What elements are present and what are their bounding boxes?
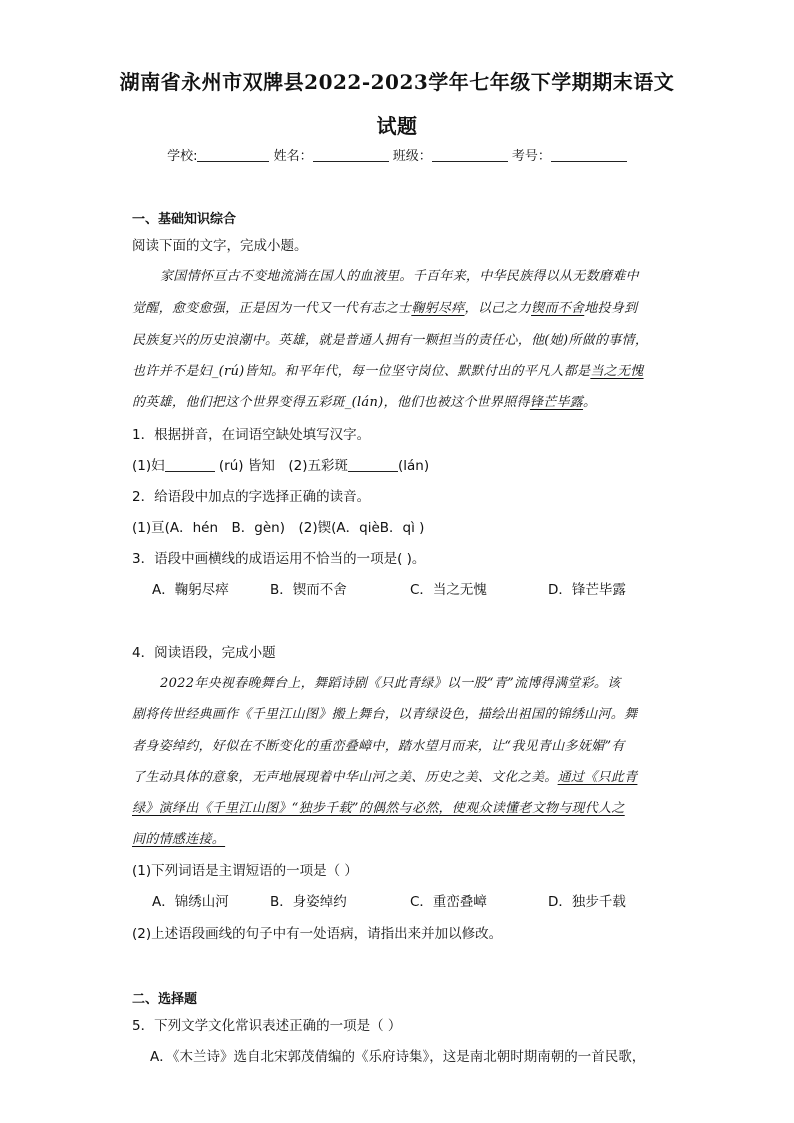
option-d[interactable]: D．独步千载 (548, 894, 626, 910)
question-4-1-options (152, 890, 626, 910)
question-4-1: (1)下列词语是主谓短语的一项是（ ） (132, 863, 358, 879)
question-5: 5．下列文学文化常识表述正确的一项是（ ） (132, 1018, 402, 1034)
question-4: 4．阅读语段，完成小题 (132, 645, 276, 661)
passage2-text: 了生动具体的意象，无声地展现着中华山河之美、历史之美、文化之美。 (132, 770, 558, 785)
school-label: 学校: (167, 149, 198, 164)
underlined-sentence: 通过《只此青 (557, 770, 638, 785)
section1-instruction: 阅读下面的文字，完成小题。 (132, 238, 308, 254)
option-c[interactable]: C．重峦叠嶂 (410, 894, 487, 910)
underlined-idiom: 锲而不舍 (531, 301, 585, 316)
passage1-line4 (132, 360, 644, 379)
student-info-row (0, 145, 794, 164)
option-b[interactable]: B．锲而不舍 (270, 582, 347, 598)
answer-blank-1[interactable] (165, 458, 215, 472)
id-field[interactable] (551, 147, 627, 162)
question-2-options: (1)亘(A．hén B．gèn) (2)锲(A．qièB．qì ) (132, 520, 425, 536)
passage2-line4 (132, 766, 637, 785)
underlined-idiom: 鞠躬尽瘁 (411, 301, 465, 316)
underlined-idiom: 锋芒毕露 (529, 395, 584, 410)
passage1-text: 。 (583, 395, 597, 410)
school-field[interactable] (197, 147, 269, 162)
exam-title-line1: 湖南省永州市双牌县2022-2023学年七年级下学期期末语文 (119, 70, 675, 94)
name-label: 姓名： (273, 149, 313, 164)
option-d[interactable]: D．锋芒毕露 (548, 582, 626, 598)
passage2-line6-underlined: 间的情感连接。 (132, 832, 226, 847)
option-a[interactable]: A．锦绣山河 (152, 894, 229, 910)
passage2-line3: 者身姿绰约，好似在不断变化的重峦叠嶂中，踏水望月而来，让“我见青山多妩媚”有 (132, 739, 625, 754)
section2-heading: 二、选择题 (132, 992, 198, 1007)
passage1-line2 (132, 297, 637, 316)
question-4-2: (2)上述语段画线的句子中有一处语病，请指出来并加以修改。 (132, 926, 503, 942)
question-1: 1．根据拼音，在词语空缺处填写汉字。 (132, 427, 371, 443)
option-c[interactable]: C．当之无愧 (410, 582, 487, 598)
class-label: 班级： (392, 149, 432, 164)
passage2-line2: 剧将传世经典画作《千里江山图》搬上舞台，以青绿设色，描绘出祖国的锦绣山河。舞 (132, 707, 638, 722)
q1-part-b: (rú) 皆知 (2)五彩斑 (214, 458, 348, 474)
exam-title-line2: 试题 (376, 114, 418, 138)
question-5-option-a[interactable]: A．《木兰诗》选自北宋郭茂倩编的《乐府诗集》，这是南北朝时期南朝的一首民歌， (150, 1049, 646, 1065)
question-1-blanks (132, 454, 429, 474)
passage2-line1: 2022年央视春晚舞台上，舞蹈诗剧《只此青绿》以一股“青”流博得满堂彩。该 (160, 676, 621, 691)
question-3-options (152, 578, 626, 598)
passage1-text: 也许并不是妇_(rú)皆知。和平年代，每一位坚守岗位、默默付出的平凡人都是 (132, 364, 591, 379)
passage1-text: ，以己之力 (464, 301, 532, 316)
option-b[interactable]: B．身姿绰约 (270, 894, 347, 910)
id-label: 考号： (511, 149, 551, 164)
option-a[interactable]: A．鞠躬尽瘁 (152, 582, 229, 598)
passage1-line3: 民族复兴的历史浪潮中。英雄，就是普通人拥有一颗担当的责任心，他(她)所做的事情， (132, 333, 649, 348)
underlined-idiom: 当之无愧 (590, 364, 644, 379)
question-3: 3．语段中画横线的成语运用不恰当的一项是( )。 (132, 551, 426, 567)
q1-part-a: (1)妇 (132, 458, 165, 474)
question-2: 2．给语段中加点的字选择正确的读音。 (132, 489, 371, 505)
passage2-line5-underlined: 绿》演绎出《千里江山图》“独步千载”的偶然与必然，使观众读懂老文物与现代人之 (132, 801, 625, 816)
q1-part-c: (lán) (397, 458, 430, 474)
passage1-text: 地投身到 (584, 301, 638, 316)
section1-heading: 一、基础知识综合 (132, 212, 237, 227)
class-field[interactable] (432, 147, 508, 162)
passage1-text: 的英雄，他们把这个世界变得五彩斑_(lán)，他们也被这个世界照得 (132, 395, 530, 410)
passage1-text: 觉醒，愈变愈强，正是因为一代又一代有志之士 (132, 301, 412, 316)
name-field[interactable] (313, 147, 389, 162)
passage1-line1: 家国情怀亘古不变地流淌在国人的血液里。千百年来，中华民族得以从无数磨难中 (160, 269, 639, 284)
answer-blank-2[interactable] (348, 458, 398, 472)
passage1-line5 (132, 391, 596, 410)
